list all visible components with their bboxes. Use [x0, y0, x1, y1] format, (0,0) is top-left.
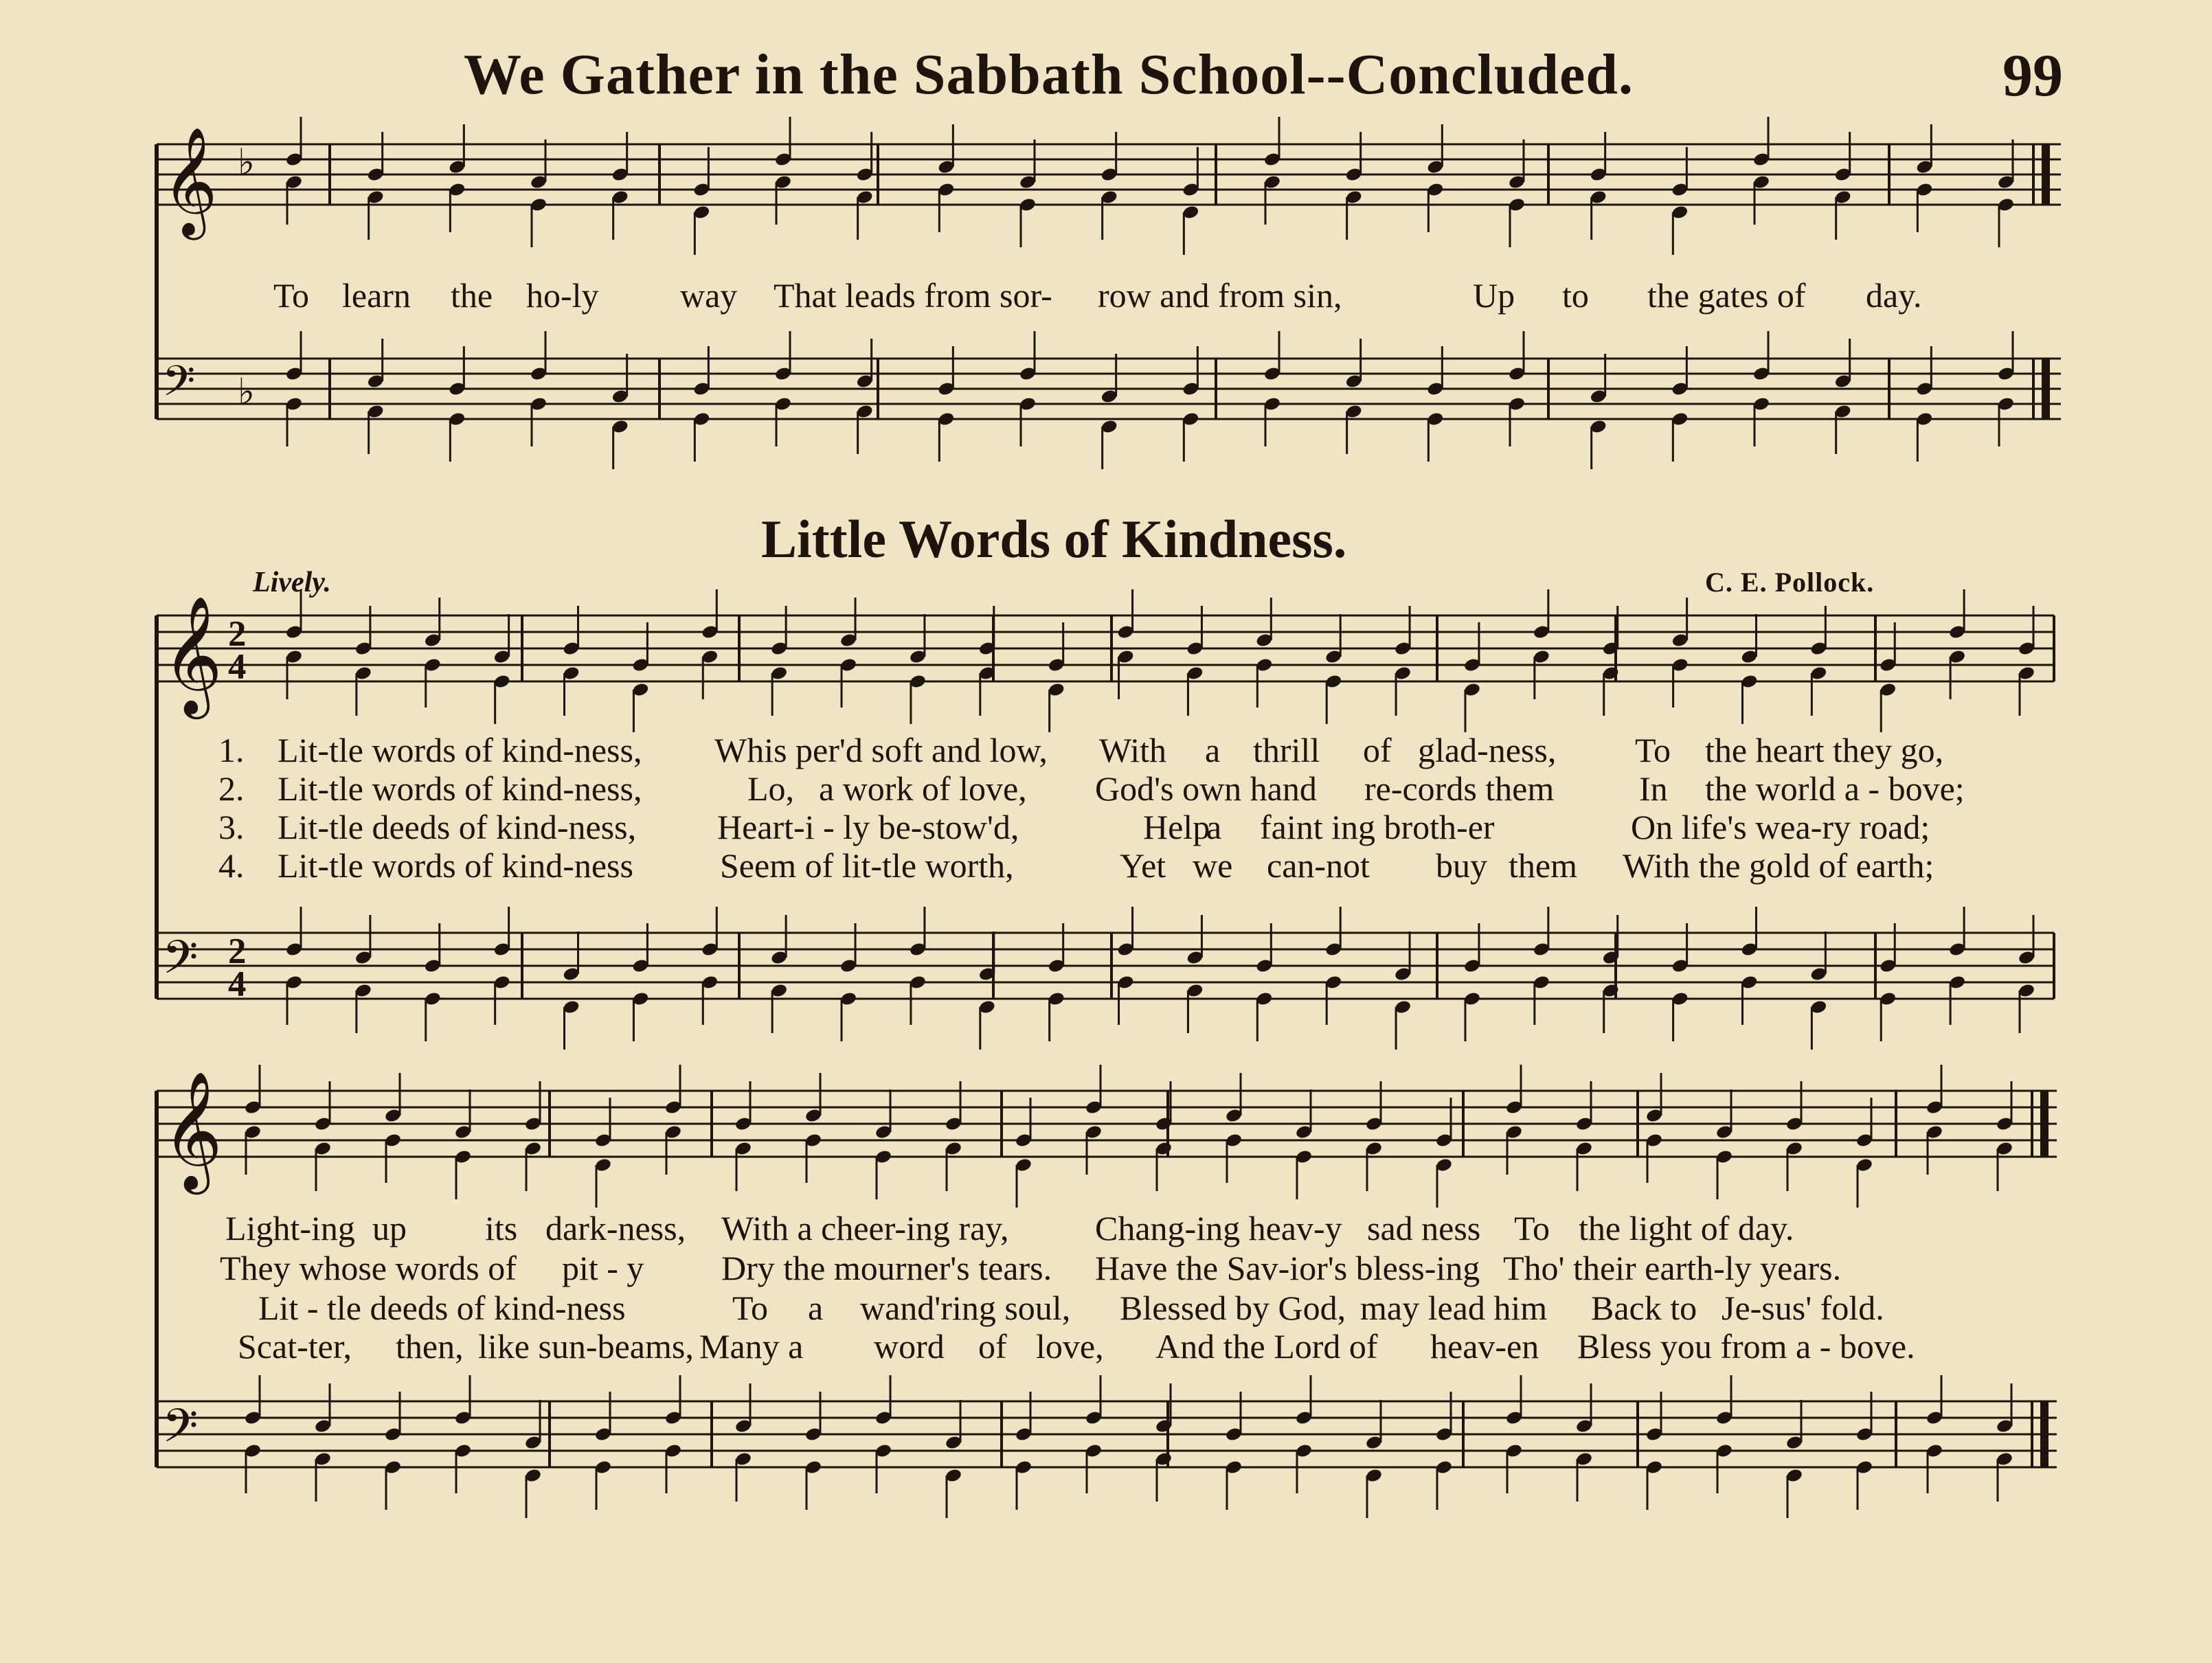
lyric-syllable: way — [680, 276, 738, 315]
lyric-syllable: Back to — [1591, 1289, 1697, 1327]
lyric-line-verse4 — [0, 845, 2212, 886]
verse-number: 2. — [218, 769, 245, 808]
lyric-syllable: Whis per'd soft and low, — [714, 731, 1048, 769]
final-bar-line — [2040, 1091, 2049, 1157]
lyric-syllable: Lit-tle words of kind-ness, — [278, 769, 642, 808]
lyric-syllable: God's own hand — [1095, 769, 1317, 808]
lyric-line-system1 — [0, 275, 2212, 316]
lyric-line-verse3-cont — [0, 1287, 2212, 1328]
lyric-syllable: With the gold of earth; — [1623, 846, 1934, 885]
lyric-line-verse1-cont — [0, 1208, 2212, 1249]
lyric-syllable: Have the Sav-ior's bless-ing — [1095, 1249, 1480, 1287]
lyric-line-verse3 — [0, 806, 2212, 848]
lyric-syllable: Bless you from a - bove. — [1577, 1327, 1915, 1366]
lyric-syllable: That leads from sor- — [774, 276, 1052, 315]
lyric-syllable: sad ness — [1367, 1209, 1481, 1247]
lyric-syllable: the — [451, 276, 493, 315]
lyric-syllable: may lead him — [1360, 1289, 1548, 1327]
lyric-syllable: To — [273, 276, 310, 315]
lyric-syllable: Lit-tle deeds of kind-ness, — [278, 808, 637, 846]
lyric-syllable: Seem of lit-tle worth, — [720, 846, 1014, 885]
lyric-syllable: glad-ness, — [1418, 731, 1557, 769]
lyric-line-verse2 — [0, 768, 2212, 809]
lyric-syllable: up — [372, 1209, 407, 1247]
lyric-syllable: a — [808, 1289, 824, 1327]
lyric-syllable: Dry the mourner's tears. — [721, 1249, 1052, 1287]
lyric-syllable: Heart-i - ly be-stow'd, — [717, 808, 1019, 846]
lyric-syllable: In — [1639, 769, 1668, 808]
lyric-syllable: we — [1193, 846, 1233, 885]
time-signature-top: 2 — [228, 614, 247, 654]
lyric-syllable: its — [485, 1209, 518, 1247]
lyric-syllable: To — [1514, 1209, 1550, 1247]
composer-credit: C. E. Pollock. — [1705, 567, 1875, 598]
lyric-syllable: Scat-ter, — [238, 1327, 352, 1366]
lyric-syllable: can-not — [1267, 846, 1370, 885]
lyric-syllable: like sun-beams, — [478, 1327, 694, 1366]
lyric-syllable: the light of day. — [1579, 1209, 1794, 1247]
lyric-syllable: word — [874, 1327, 945, 1366]
lyric-syllable: Lit - tle deeds of kind-ness — [258, 1289, 626, 1327]
time-signature-top: 2 — [228, 931, 247, 971]
bass-clef: 𝄢 — [162, 357, 196, 416]
lyric-line-verse1 — [0, 729, 2212, 771]
lyric-syllable: a work of love, — [819, 769, 1027, 808]
lyric-line-verse4-cont — [0, 1326, 2212, 1367]
lyric-syllable: To — [1635, 731, 1671, 769]
lyric-syllable: them — [1509, 846, 1577, 885]
lyric-syllable: Chang-ing heav-y — [1095, 1209, 1342, 1247]
flat-sign: ♭ — [238, 142, 255, 183]
lyric-syllable: re-cords them — [1364, 769, 1555, 808]
lyric-line-verse2-cont — [0, 1247, 2212, 1289]
page-number: 99 — [2002, 43, 2063, 109]
lyric-syllable: pit - y — [562, 1249, 644, 1287]
final-bar-line — [2042, 144, 2050, 205]
lyric-syllable: the gates of — [1647, 276, 1806, 315]
lyric-syllable: the world a - bove; — [1705, 769, 1965, 808]
lyric-syllable: To — [732, 1289, 769, 1327]
lyric-syllable: Lo, — [747, 769, 795, 808]
lyric-syllable: Blessed by God, — [1120, 1289, 1346, 1327]
tempo-marking: Lively. — [253, 567, 331, 598]
lyric-syllable: learn — [342, 276, 411, 315]
lyric-syllable: of — [978, 1327, 1007, 1366]
lyric-syllable: a — [1205, 731, 1221, 769]
bass-clef: 𝄢 — [162, 1399, 199, 1464]
lyric-syllable: Lit-tle words of kind-ness — [278, 846, 633, 885]
lyric-syllable: Up — [1473, 276, 1515, 315]
lyric-syllable: then, — [396, 1327, 464, 1366]
lyric-syllable: love, — [1036, 1327, 1104, 1366]
verse-number: 4. — [218, 846, 245, 885]
lyric-syllable: buy — [1436, 846, 1487, 885]
lyric-syllable: On life's wea-ry road; — [1631, 808, 1930, 846]
time-signature-bottom: 4 — [228, 647, 247, 687]
final-bar-line — [2040, 1401, 2049, 1467]
lyric-syllable: And the Lord of — [1155, 1327, 1378, 1366]
lyric-syllable: dark-ness, — [545, 1209, 686, 1247]
final-bar-line — [2042, 359, 2050, 419]
treble-clef: 𝄞 — [162, 1071, 223, 1190]
lyric-syllable: row and from sin, — [1098, 276, 1342, 315]
lyric-syllable: Yet — [1120, 846, 1166, 885]
running-head: We Gather in the Sabbath School--Concluded. — [464, 43, 1634, 106]
lyric-syllable: wand'ring soul, — [860, 1289, 1071, 1327]
lyric-syllable: Tho' their earth-ly years. — [1503, 1249, 1842, 1287]
lyric-syllable: Light-ing — [225, 1209, 355, 1247]
lyric-syllable: to — [1562, 276, 1589, 315]
lyric-syllable: Je-sus' fold. — [1722, 1289, 1884, 1327]
lyric-syllable: a — [1206, 808, 1222, 846]
lyric-syllable: the heart they go, — [1705, 731, 1944, 769]
lyric-syllable: With a cheer-ing ray, — [721, 1209, 1009, 1247]
lyric-syllable: day. — [1866, 276, 1922, 315]
verse-number: 3. — [218, 808, 245, 846]
lyric-syllable: heav-en — [1430, 1327, 1539, 1366]
lyric-syllable: Many a — [699, 1327, 804, 1366]
lyric-syllable: thrill — [1253, 731, 1320, 769]
lyric-syllable: Lit-tle words of kind-ness, — [278, 731, 642, 769]
treble-clef: 𝄞 — [162, 596, 223, 714]
lyric-syllable: of — [1363, 731, 1392, 769]
lyric-syllable: They whose words of — [220, 1249, 517, 1287]
time-signature-bottom: 4 — [228, 964, 247, 1004]
treble-clef: 𝄞 — [162, 126, 218, 236]
bass-clef: 𝄢 — [162, 931, 199, 996]
lyric-syllable: faint ing broth-er — [1260, 808, 1495, 846]
verse-number: 1. — [218, 731, 245, 769]
lyric-syllable: ho-ly — [526, 276, 599, 315]
hymn-title: Little Words of Kindness. — [761, 509, 1347, 569]
lyric-syllable: Help — [1143, 808, 1210, 846]
flat-sign: ♭ — [238, 371, 255, 413]
lyric-syllable: With — [1099, 731, 1166, 769]
